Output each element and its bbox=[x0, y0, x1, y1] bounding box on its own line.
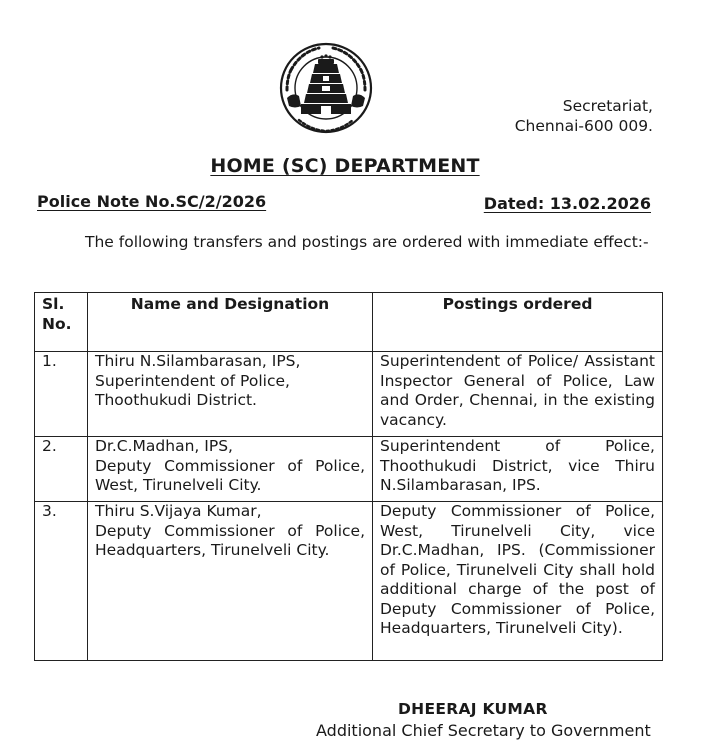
row-posting: Superintendent of Police, Thoothukudi District, vice Thiru N.Silambarasan, IPS. bbox=[373, 437, 663, 502]
police-note-number: Police Note No.SC/2/2026 bbox=[37, 192, 267, 211]
row-name-designation bbox=[88, 437, 373, 502]
tamil-nadu-emblem-icon bbox=[271, 40, 381, 140]
location-line: Thoothukudi District. bbox=[95, 391, 257, 409]
table-row bbox=[35, 502, 663, 661]
designation-line: Deputy Commissioner of Police, bbox=[95, 456, 365, 475]
intro-paragraph: The following transfers and postings are ordered with immediate effect:- bbox=[85, 233, 649, 251]
sl-no-header bbox=[35, 293, 88, 352]
signatory-name: DHEERAJ KUMAR bbox=[398, 700, 548, 718]
row-serial: 3. bbox=[35, 502, 88, 661]
row-posting: Deputy Commissioner of Police, West, Tirunelveli City, vice Dr.C.Madhan, IPS. (Commissioner of Police, Tirunelveli City shall hold additional charge of the post of Deputy Commissioner of Police, Headquarters, Tirunelveli City). bbox=[373, 502, 663, 661]
name-line: Thiru N.Silambarasan, IPS, bbox=[95, 352, 301, 370]
location-line: West, Tirunelveli City. bbox=[95, 476, 262, 494]
row-posting: Superintendent of Police/ Assistant Inspector General of Police, Law and Order, Chennai, in the existing vacancy. bbox=[373, 352, 663, 437]
address-line-2: Chennai-600 009. bbox=[514, 117, 653, 135]
note-date: Dated: 13.02.2026 bbox=[483, 194, 651, 213]
table-header-row bbox=[35, 293, 663, 352]
row-serial: 1. bbox=[35, 352, 88, 437]
table-row bbox=[35, 437, 663, 502]
sl-header-line-2: No. bbox=[42, 314, 72, 333]
postings-table bbox=[34, 292, 663, 661]
row-serial: 2. bbox=[35, 437, 88, 502]
department-title: HOME (SC) DEPARTMENT bbox=[210, 155, 480, 177]
name-designation-header: Name and Designation bbox=[88, 293, 373, 352]
address-line-1: Secretariat, bbox=[562, 97, 653, 115]
designation-line: Superintendent of Police, bbox=[95, 371, 290, 390]
table-row bbox=[35, 352, 663, 437]
secretariat-address bbox=[515, 96, 653, 136]
sl-header-line-1: Sl. bbox=[42, 295, 65, 313]
postings-ordered-header: Postings ordered bbox=[373, 293, 663, 352]
signatory-title: Additional Chief Secretary to Government bbox=[316, 721, 651, 740]
location-line: Headquarters, Tirunelveli City. bbox=[95, 541, 330, 559]
row-name-designation bbox=[88, 352, 373, 437]
row-name-designation bbox=[88, 502, 373, 661]
name-line: Thiru S.Vijaya Kumar, bbox=[95, 502, 262, 520]
name-line: Dr.C.Madhan, IPS, bbox=[95, 437, 233, 455]
designation-line: Deputy Commissioner of Police, bbox=[95, 521, 365, 540]
